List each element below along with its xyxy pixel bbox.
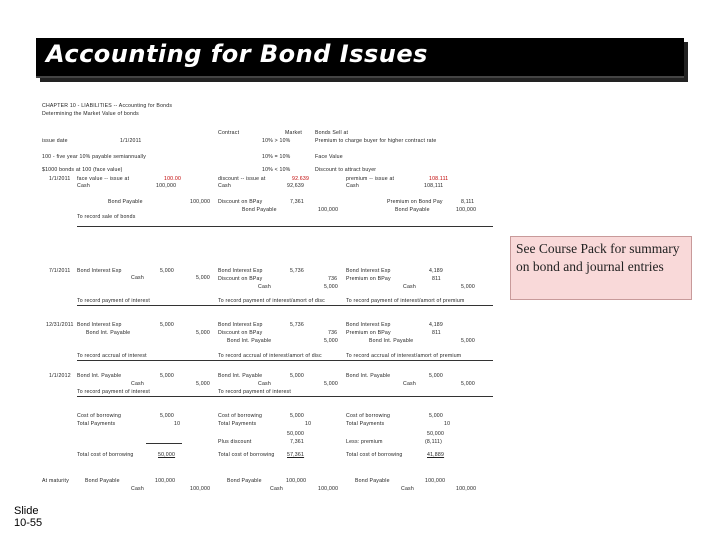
divider-2 (77, 305, 493, 306)
jul-disc-debit-amt: 5,736 (290, 268, 304, 274)
market-head: Market (285, 130, 303, 136)
jul-face-memo: To record payment of interest (77, 298, 150, 304)
dec-prem-memo: To record accrual of interest/amort of premium (346, 353, 462, 359)
cost-disc-v1: 5,000 (290, 413, 304, 419)
jul-face-credit-amt: 5,000 (196, 275, 210, 281)
contract-head: Contract (218, 130, 240, 136)
cost-disc-plus: Plus discount (218, 439, 252, 445)
dec-prem-credit: Bond Int. Payable (369, 338, 414, 344)
jan12-prem-credit-amt: 5,000 (461, 381, 475, 387)
dec-prem-credit-amt: 5,000 (461, 338, 475, 344)
dec-disc-credit-2-amt: 5,000 (324, 338, 338, 344)
cost-prem-l2: Total Payments (346, 421, 385, 427)
maturity-label: At maturity (42, 478, 69, 484)
dec-face-memo: To record accrual of interest (77, 353, 147, 359)
jan12-disc-memo: To record payment of interest (218, 389, 291, 395)
cost-face-v2: 10 (174, 421, 181, 427)
jul-disc-credit-1: Discount on BPay (218, 276, 263, 282)
cost-prem-v1: 5,000 (429, 413, 443, 419)
premium-credit: Bond Payable (395, 207, 430, 213)
jul-disc-memo: To record payment of interest/amort of disc (218, 298, 325, 304)
dec-disc-debit-amt: 5,736 (290, 322, 304, 328)
jan12-face-debit-amt: 5,000 (160, 373, 174, 379)
cost-face-total-label: Total cost of borrowing (77, 452, 134, 458)
maturity-disc-credit: Cash (270, 486, 283, 492)
dec-disc-credit-1: Discount on BPay (218, 330, 263, 336)
bond-count: $1000 bonds at 100 (face value) (42, 167, 123, 173)
jul-prem-debit-amt: 4,189 (429, 268, 443, 274)
maturity-prem-debit-amt: 100,000 (425, 478, 446, 484)
dec-prem-debit-amt: 4,189 (429, 322, 443, 328)
jan12-prem-debit: Bond Int. Payable (346, 373, 391, 379)
cost-face-l2: Total Payments (77, 421, 116, 427)
jan12-disc-debit: Bond Int. Payable (218, 373, 263, 379)
cost-prem-less: Less: premium (346, 439, 383, 445)
dec-face-credit: Bond Int. Payable (86, 330, 131, 336)
cost-prem-total-label: Total cost of borrowing (346, 452, 403, 458)
cost-disc-plus-amt: 7,361 (290, 439, 304, 445)
discount-disc-amt: 7,361 (290, 199, 304, 205)
cost-prem-sub: 50,000 (427, 431, 445, 437)
jul-prem-debit-2-amt: 811 (432, 276, 441, 282)
cost-disc-total: 57,361 (287, 452, 305, 458)
header-line-2: Determining the Market Value of bonds (42, 111, 139, 117)
cost-face-l1: Cost of borrowing (77, 413, 122, 419)
sale-memo: To record sale of bonds (77, 214, 136, 220)
jul-face-debit-amt: 5,000 (160, 268, 174, 274)
premium-prem: Premium on Bond Pay (387, 199, 443, 205)
face-credit-amt: 100,000 (190, 199, 211, 205)
slide-number: 10-55 (14, 517, 43, 529)
bond-terms: 100 - five year 10% payable semiannually (42, 154, 147, 160)
cost-disc-l2: Total Payments (218, 421, 257, 427)
face-cash: Cash (77, 183, 90, 189)
dec-disc-credit-1-amt: 736 (328, 330, 338, 336)
discount-cash-amt: 92,639 (287, 183, 305, 189)
premium-price: 108.111 (429, 176, 449, 182)
maturity-face-credit-amt: 100,000 (190, 486, 211, 492)
face-cash-amt: 100,000 (156, 183, 177, 189)
cost-face-v1: 5,000 (160, 413, 174, 419)
cost-prem-l1: Cost of borrowing (346, 413, 391, 419)
jul-face-credit: Cash (131, 275, 144, 281)
market-row-2: 10% = 10% (262, 154, 291, 160)
maturity-disc-debit-amt: 100,000 (286, 478, 307, 484)
premium-prem-amt: 8,111 (461, 199, 475, 205)
divider-3 (77, 360, 493, 361)
maturity-face-credit: Cash (131, 486, 144, 492)
jan12-disc-debit-amt: 5,000 (290, 373, 304, 379)
jan12-face-credit: Cash (131, 381, 144, 387)
jan12-disc-credit-amt: 5,000 (324, 381, 338, 387)
face-entry-label: face value -- issue at (77, 176, 130, 182)
jul-prem-debit-2: Premium on BPay (346, 276, 391, 282)
jul-prem-credit: Cash (403, 284, 416, 290)
slide-label (14, 505, 42, 529)
jan12-face-debit: Bond Int. Payable (77, 373, 122, 379)
maturity-disc-debit: Bond Payable (227, 478, 262, 484)
dec-disc-credit-2: Bond Int. Payable (227, 338, 272, 344)
cost-disc-l1: Cost of borrowing (218, 413, 263, 419)
premium-cash-amt: 108,111 (424, 183, 444, 189)
note-row-3: Discount to attract buyer (315, 167, 377, 173)
jan12-disc-credit: Cash (258, 381, 271, 387)
dec-disc-memo: To record accrual of interest/amort of disc (218, 353, 322, 359)
dec-face-credit-amt: 5,000 (196, 330, 210, 336)
jan12-face-memo: To record payment of interest (77, 389, 150, 395)
note-row-2: Face Value (315, 154, 343, 160)
dec-face-debit: Bond Interest Exp (77, 322, 122, 328)
divider-1 (77, 226, 493, 227)
discount-credit-amt: 100,000 (318, 207, 339, 213)
premium-cash: Cash (346, 183, 359, 189)
jul-face-debit: Bond Interest Exp (77, 268, 122, 274)
jan12-date: 1/1/2012 (49, 373, 71, 379)
cost-prem-less-amt: (8,111) (425, 439, 443, 445)
jul-date: 7/1/2011 (49, 268, 71, 274)
face-sum-line (146, 443, 182, 444)
cost-disc-v2: 10 (305, 421, 312, 427)
jul-prem-credit-amt: 5,000 (461, 284, 475, 290)
cost-face-total: 50,000 (158, 452, 176, 458)
face-price: 100.00 (164, 176, 182, 182)
maturity-face-debit: Bond Payable (85, 478, 120, 484)
dec-face-debit-amt: 5,000 (160, 322, 174, 328)
issue-entry-date: 1/1/2011 (49, 176, 71, 182)
dec-disc-debit: Bond Interest Exp (218, 322, 263, 328)
premium-credit-amt: 100,000 (456, 207, 477, 213)
jan12-prem-credit: Cash (403, 381, 416, 387)
dec-prem-debit-2: Premium on BPay (346, 330, 391, 336)
face-credit: Bond Payable (108, 199, 143, 205)
discount-credit: Bond Payable (242, 207, 277, 213)
jul-disc-credit-1-amt: 736 (328, 276, 338, 282)
issue-date-label: issue date (42, 138, 68, 144)
slide-word: Slide (14, 505, 39, 517)
jul-prem-debit: Bond Interest Exp (346, 268, 391, 274)
jul-prem-memo: To record payment of interest/amort of premium (346, 298, 465, 304)
jan12-prem-debit-amt: 5,000 (429, 373, 443, 379)
maturity-prem-debit: Bond Payable (355, 478, 390, 484)
market-row-3: 10% < 10% (262, 167, 291, 173)
bonds-sell-head: Bonds Sell at (315, 130, 349, 136)
maturity-face-debit-amt: 100,000 (155, 478, 176, 484)
header-line-1: CHAPTER 10 - LIABILITIES -- Accounting for Bonds (42, 103, 173, 109)
jul-disc-credit-2-amt: 5,000 (324, 284, 338, 290)
dec-prem-debit-2-amt: 811 (432, 330, 441, 336)
discount-disc: Discount on BPay (218, 199, 263, 205)
dec-date: 12/31/2011 (46, 322, 74, 328)
jul-disc-debit: Bond Interest Exp (218, 268, 263, 274)
cost-prem-v2: 10 (444, 421, 451, 427)
cost-disc-total-label: Total cost of borrowing (218, 452, 275, 458)
discount-price: 92.639 (292, 176, 310, 182)
jul-disc-credit-2: Cash (258, 284, 271, 290)
jan12-face-credit-amt: 5,000 (196, 381, 210, 387)
slide-title: Accounting for Bond Issues (46, 40, 428, 68)
note-row-1: Premium to charge buyer for higher contract rate (315, 138, 437, 144)
premium-entry-label: premium -- issue at (346, 176, 395, 182)
cost-disc-sub: 50,000 (287, 431, 305, 437)
dec-prem-debit: Bond Interest Exp (346, 322, 391, 328)
discount-cash: Cash (218, 183, 231, 189)
maturity-prem-credit: Cash (401, 486, 414, 492)
course-pack-note: See Course Pack for summary on bond and journal entries (516, 241, 680, 274)
maturity-prem-credit-amt: 100,000 (456, 486, 477, 492)
discount-entry-label: discount -- issue at (218, 176, 266, 182)
cost-prem-total: 41,889 (427, 452, 445, 458)
maturity-disc-credit-amt: 100,000 (318, 486, 339, 492)
market-row-1: 10% > 10% (262, 138, 291, 144)
divider-4 (77, 396, 493, 397)
issue-date: 1/1/2011 (120, 138, 142, 144)
